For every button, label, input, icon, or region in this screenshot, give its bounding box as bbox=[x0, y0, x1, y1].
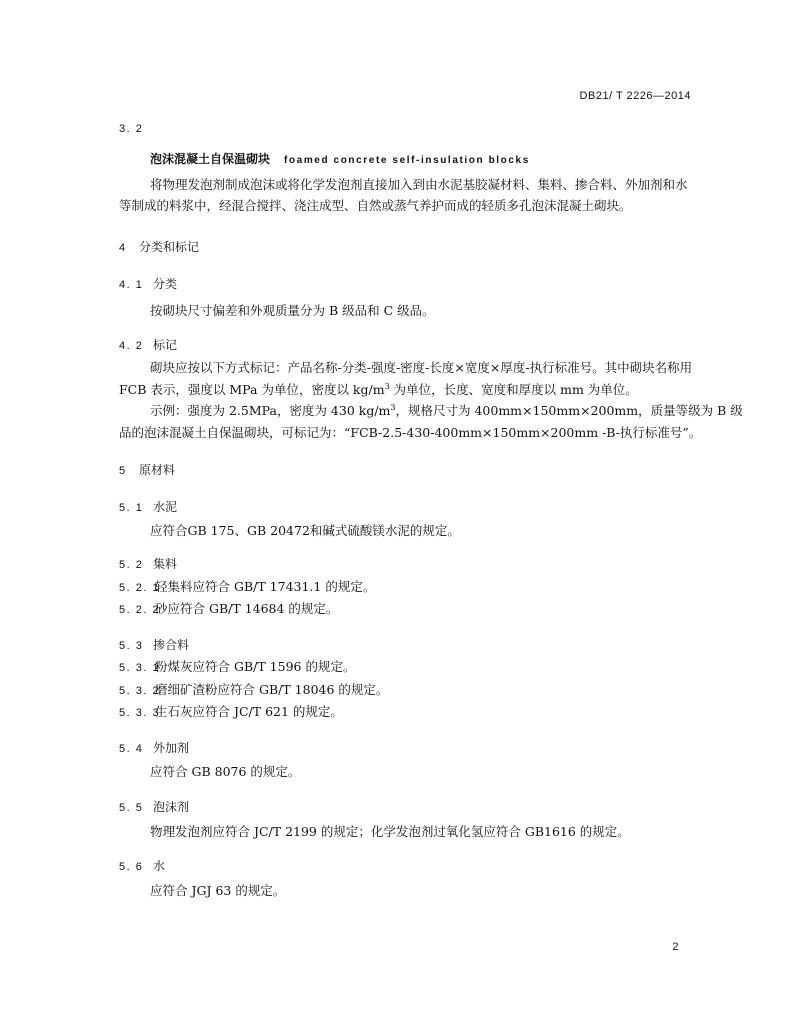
section-heading-5-1: 5. 1 水泥 bbox=[119, 500, 178, 514]
definition-line-1: 将物理发泡剂制成泡沫或将化学发泡剂直接加入到由水泥基胶凝材料、集料、掺合料、外加剂和水 bbox=[150, 177, 688, 192]
list-item: 5. 3. 2磨细矿渣粉应符合 GB/T 18046 的规定。 bbox=[119, 682, 389, 697]
list-item: 5. 2. 1轻集料应符合 GB/T 17431.1 的规定。 bbox=[119, 579, 376, 594]
clause-number-3-2: 3. 2 bbox=[119, 123, 144, 135]
example-line-2: 品的泡沫混凝土自保温砌块，可标记为：“FCB-2.5-430-400mm×150mm×200mm -B-执行标准号”。 bbox=[119, 425, 702, 440]
term-cn: 泡沫混凝土自保温砌块 bbox=[150, 152, 271, 166]
list-item: 5. 3. 3生石灰应符合 JC/T 621 的规定。 bbox=[119, 704, 343, 719]
section-heading-4-2: 4. 2 标记 bbox=[119, 338, 178, 352]
list-item: 5. 2. 2砂应符合 GB/T 14684 的规定。 bbox=[119, 601, 339, 616]
water-text: 应符合 JGJ 63 的规定。 bbox=[150, 883, 286, 898]
term-heading bbox=[150, 148, 530, 167]
section-heading-5-2: 5. 2 集料 bbox=[119, 557, 178, 571]
classification-text: 按砌块尺寸偏差和外观质量分为 B 级品和 C 级品。 bbox=[150, 303, 435, 318]
cement-text: 应符合GB 175、GB 20472和碱式硫酸镁水泥的规定。 bbox=[150, 523, 460, 538]
definition-line-2: 等制成的料浆中，经混合搅拌、浇注成型、自然或蒸气养护而成的轻质多孔泡沫混凝土砌块。 bbox=[119, 198, 632, 213]
foaming-agent-text: 物理发泡剂应符合 JC/T 2199 的规定；化学发泡剂过氧化氢应符合 GB1616 的规定。 bbox=[150, 824, 630, 839]
example-line-1: 示例：强度为 2.5MPa，密度为 430 $kg/m^3$，规格尺寸为 400mm×150mm×200mm，质量等级为 B 级 bbox=[150, 402, 743, 418]
section-heading-4-1: 4. 1 分类 bbox=[119, 277, 178, 291]
term-en: foamed concrete self-insulation blocks bbox=[284, 155, 530, 166]
marking-line-2: FCB 表示，强度以 MPa 为单位，密度以 $kg/m^3$ 为单位，长度、宽度和厚度以 mm 为单位。 bbox=[119, 381, 638, 397]
section-title-4: 分类和标记 bbox=[139, 240, 200, 254]
section-heading-5-4: 5. 4 外加剂 bbox=[119, 741, 190, 755]
section-heading-5-3: 5. 3 掺合料 bbox=[119, 638, 190, 652]
admixture-text: 应符合 GB 8076 的规定。 bbox=[150, 764, 301, 779]
page-number: 2 bbox=[672, 941, 679, 953]
section-heading-5: 5 原材料 bbox=[119, 463, 176, 477]
section-heading-5-6: 5. 6 水 bbox=[119, 859, 166, 873]
section-heading-4: 4 分类和标记 bbox=[119, 240, 200, 254]
marking-line-1: 砌块应按以下方式标记：产品名称-分类-强度-密度-长度×宽度×厚度-执行标准号。其中砌块名称用 bbox=[150, 360, 693, 375]
section-heading-5-5: 5. 5 泡沫剂 bbox=[119, 800, 190, 814]
list-item: 5. 3. 1粉煤灰应符合 GB/T 1596 的规定。 bbox=[119, 659, 356, 674]
standard-number: DB21/ T 2226—2014 bbox=[579, 90, 691, 102]
